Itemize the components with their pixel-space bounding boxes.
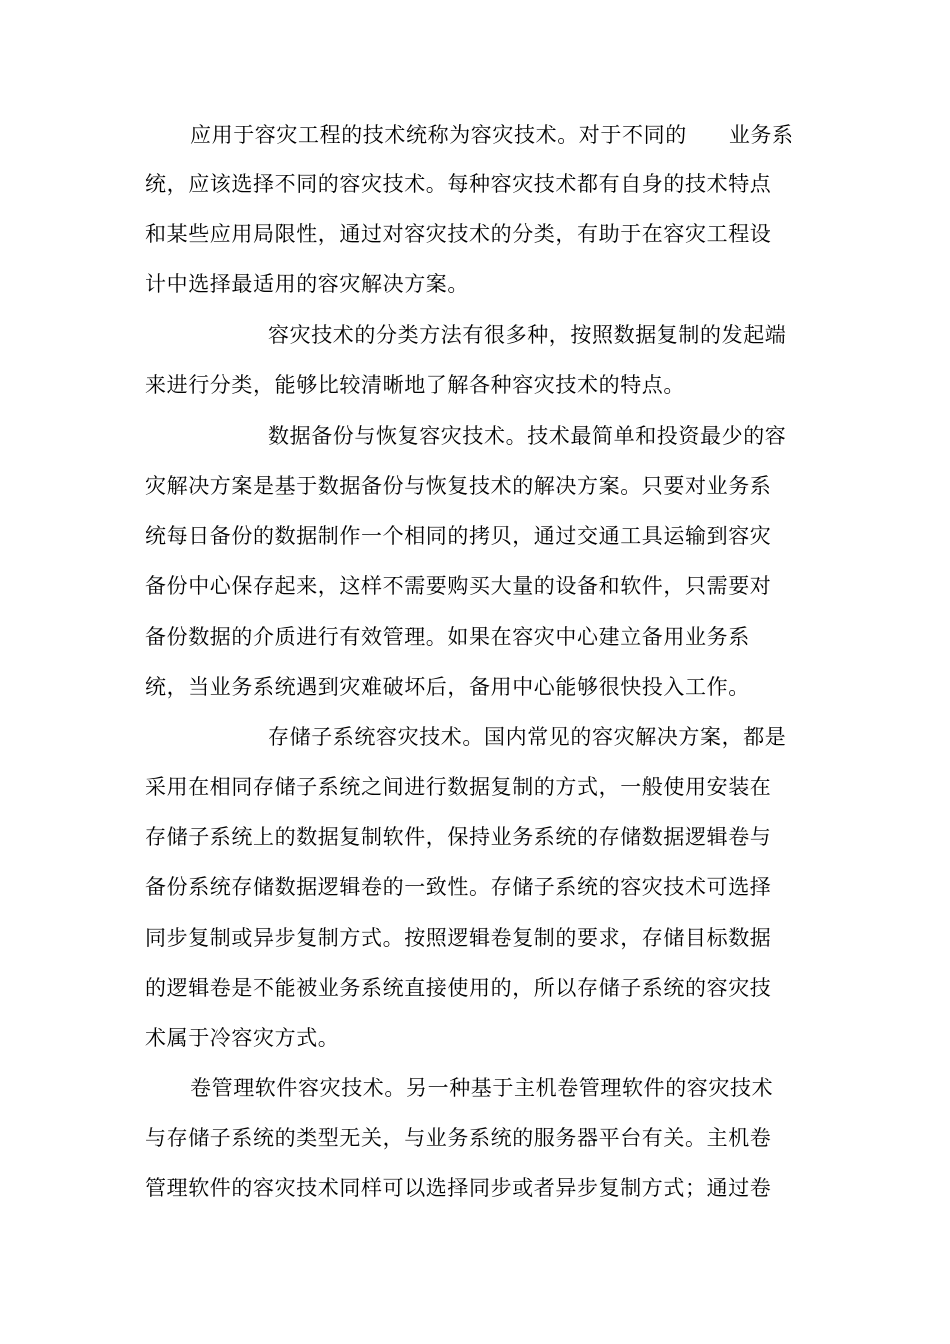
paragraph-backup-line-5: 备份数据的介质进行有效管理。如果在容灾中心建立备用业务系 [145, 625, 750, 649]
paragraph-intro-line-1 [190, 120, 805, 150]
paragraph-backup-line-6: 统，当业务系统遇到灾难破坏后，备用中心能够很快投入工作。 [145, 675, 750, 699]
paragraph-backup-line-3: 统每日备份的数据制作一个相同的拷贝，通过交通工具运输到容灾 [145, 524, 772, 548]
paragraph-storage-line-2: 采用在相同存储子系统之间进行数据复制的方式，一般使用安装在 [145, 775, 772, 799]
paragraph-storage-line-4: 备份系统存储数据逻辑卷的一致性。存储子系统的容灾技术可选择 [145, 875, 772, 899]
paragraph-intro-line-2: 统，应该选择不同的容灾技术。每种容灾技术都有自身的技术特点 [145, 172, 772, 196]
paragraph-volume-line-3: 管理软件的容灾技术同样可以选择同步或者异步复制方式；通过卷 [145, 1176, 772, 1200]
paragraph-intro-line-4: 计中选择最适用的容灾解决方案。 [145, 272, 469, 296]
paragraph-intro-line-3: 和某些应用局限性，通过对容灾技术的分类，有助于在容灾工程设 [145, 222, 772, 246]
paragraph-classification-line-1: 容灾技术的分类方法有很多种，按照数据复制的发起端 [268, 323, 787, 347]
paragraph-backup-line-2: 灾解决方案是基于数据备份与恢复技术的解决方案。只要对业务系 [145, 474, 772, 498]
paragraph-storage-line-1: 存储子系统容灾技术。国内常见的容灾解决方案，都是 [268, 725, 787, 749]
paragraph-backup-line-1: 数据备份与恢复容灾技术。技术最简单和投资最少的容 [268, 424, 787, 448]
paragraph-volume-line-1: 卷管理软件容灾技术。另一种基于主机卷管理软件的容灾技术 [190, 1076, 774, 1100]
paragraph-storage-line-7: 术属于冷容灾方式。 [145, 1026, 340, 1050]
text-segment: 应用于容灾工程的技术统称为容灾技术。对于不同的 [190, 123, 687, 147]
paragraph-classification-line-2: 来进行分类，能够比较清晰地了解各种容灾技术的特点。 [145, 373, 685, 397]
paragraph-storage-line-5: 同步复制或异步复制方式。按照逻辑卷复制的要求，存储目标数据 [145, 926, 772, 950]
paragraph-storage-line-3: 存储子系统上的数据复制软件，保持业务系统的存储数据逻辑卷与 [145, 825, 772, 849]
paragraph-backup-line-4: 备份中心保存起来，这样不需要购买大量的设备和软件，只需要对 [145, 574, 772, 598]
paragraph-volume-line-2: 与存储子系统的类型无关，与业务系统的服务器平台有关。主机卷 [145, 1126, 772, 1150]
paragraph-storage-line-6: 的逻辑卷是不能被业务系统直接使用的，所以存储子系统的容灾技 [145, 976, 772, 1000]
text-segment: 业务系 [728, 123, 794, 147]
